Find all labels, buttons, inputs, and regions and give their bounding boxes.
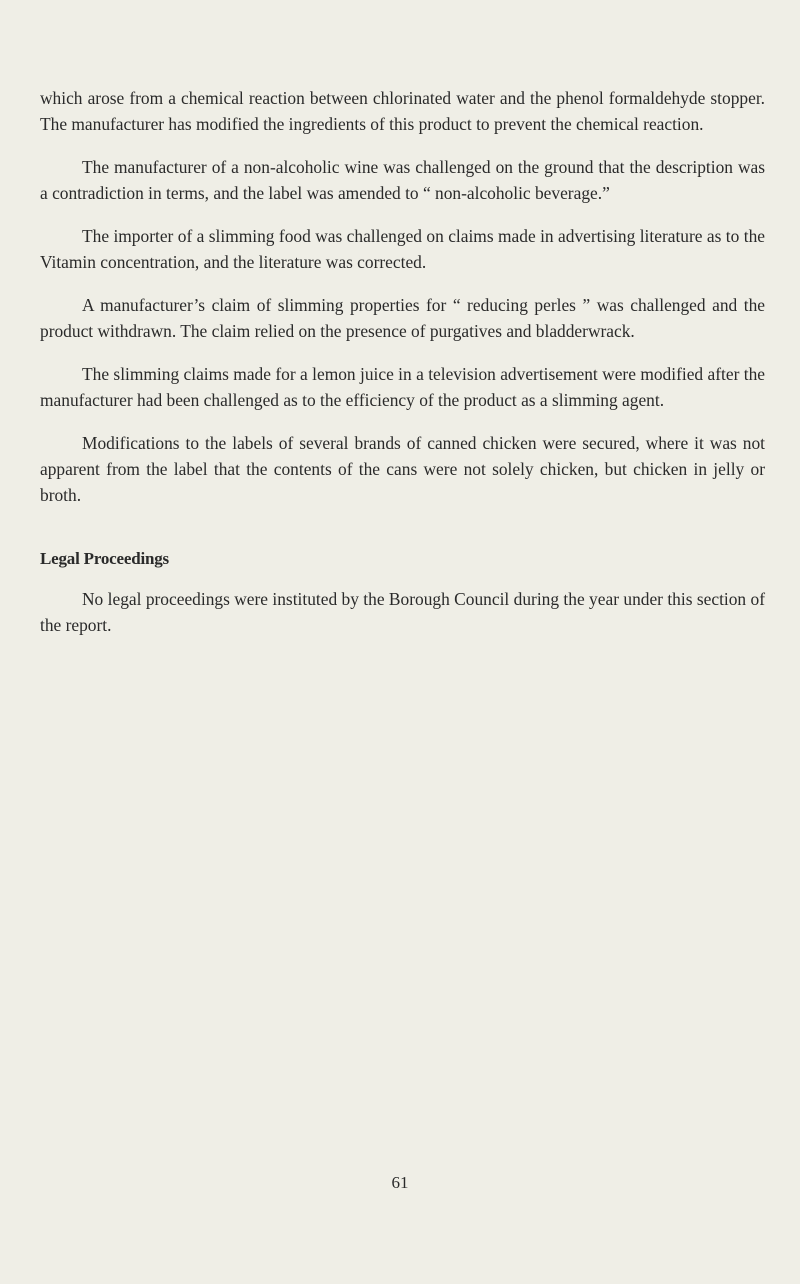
paragraph-continuation: which arose from a chemical reaction between chlorinated water and the phenol formaldehyde stopper. The manufacturer has modified the ingredients of this product to prevent the chemical reaction. xyxy=(40,88,765,134)
paragraph-canned-chicken: Modifications to the labels of several brands of canned chicken were secured, where it was not apparent from the label that the contents of the cans were not solely chicken, but chicken in jelly or broth. xyxy=(40,433,765,505)
paragraph-lemon-juice: The slimming claims made for a lemon juice in a television advertisement were modified after the manufacturer had been challenged as to the efficiency of the product as a slimming agent. xyxy=(40,364,765,410)
paragraph-non-alcoholic-wine: The manufacturer of a non-alcoholic wine was challenged on the ground that the description was a contradiction in terms, and the label was amended to “ non-alcoholic beverage.” xyxy=(40,157,765,203)
paragraph-reducing-perles: A manufacturer’s claim of slimming properties for “ reducing perles ” was challenged and the product withdrawn. The claim relied on the presence of purgatives and bladderwrack. xyxy=(40,295,765,341)
section-heading-legal-proceedings: Legal Proceedings xyxy=(40,549,169,568)
document-page xyxy=(40,85,765,655)
paragraph-legal-proceedings: No legal proceedings were instituted by the Borough Council during the year under this section of the report. xyxy=(40,589,765,635)
page-number: 61 xyxy=(391,1173,409,1192)
paragraph-slimming-food: The importer of a slimming food was challenged on claims made in advertising literature as to the Vitamin concentration, and the literature was corrected. xyxy=(40,226,765,272)
